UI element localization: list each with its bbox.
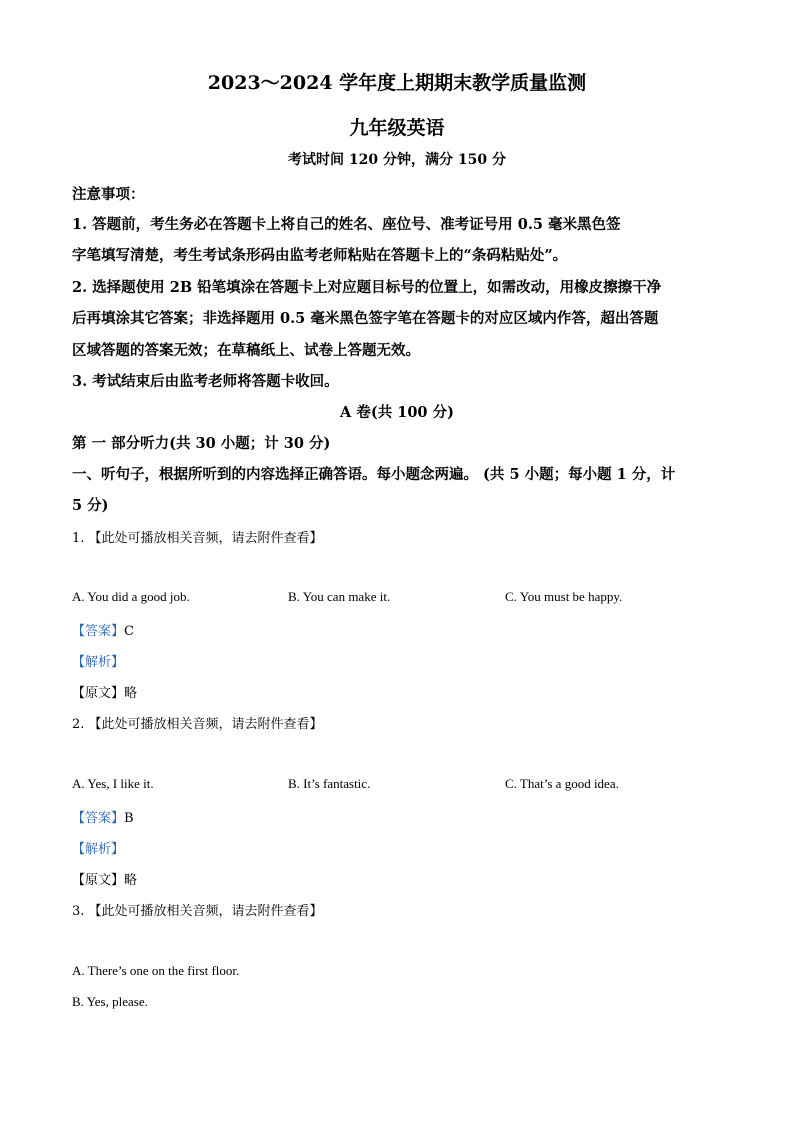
option-b: B. It’s fantastic. bbox=[288, 776, 371, 791]
answer-label: 【答案】 bbox=[72, 811, 125, 826]
notice-line: 后再填涂其它答案；非选择题用 0.5 毫米黑色签字笔在答题卡的对应区域内作答，超出答题 bbox=[72, 310, 659, 327]
notice-line: 1. 答题前，考生务必在答题卡上将自己的姓名、座位号、准考证号用 0.5 毫米黑色签 bbox=[72, 216, 621, 233]
notice-line: 区域答题的答案无效；在草稿纸上、试卷上答题无效。 bbox=[72, 342, 420, 359]
original-line bbox=[72, 869, 137, 888]
option-a: A. Yes, I like it. bbox=[72, 776, 154, 791]
question-prompt: 2. 【此处可播放相关音频，请去附件查看】 bbox=[72, 717, 323, 732]
notice-line: 3. 考试结束后由监考老师将答题卡收回。 bbox=[72, 373, 339, 390]
original-value: 略 bbox=[124, 873, 138, 888]
notice-line: 2. 选择题使用 2B 铅笔填涂在答题卡上对应题目标号的位置上，如需改动，用橡皮擦擦干净 bbox=[72, 279, 662, 296]
exam-subject: 九年级英语 bbox=[349, 117, 445, 139]
option-b: B. Yes, please. bbox=[72, 994, 148, 1009]
section-instruction-cont: 5 分) bbox=[72, 497, 109, 514]
question-prompt: 1. 【此处可播放相关音频，请去附件查看】 bbox=[72, 531, 323, 546]
answer-line bbox=[72, 807, 134, 826]
analysis-label: 【解析】 bbox=[72, 842, 125, 857]
answer-label: 【答案】 bbox=[72, 624, 125, 639]
answer-value: C bbox=[124, 624, 134, 639]
exam-title: 2023～2024 学年度上期期末教学质量监测 bbox=[207, 72, 587, 94]
original-label: 【原文】 bbox=[72, 873, 125, 888]
volume-heading: A 卷(共 100 分) bbox=[340, 404, 454, 421]
exam-info: 考试时间 120 分钟，满分 150 分 bbox=[288, 152, 506, 168]
notice-line: 字笔填写清楚，考生考试条形码由监考老师粘贴在答题卡上的“条码粘贴处”。 bbox=[72, 247, 568, 264]
analysis-label: 【解析】 bbox=[72, 655, 125, 670]
notice-heading: 注意事项： bbox=[72, 186, 145, 203]
original-value: 略 bbox=[124, 686, 138, 701]
section-instruction: 一、听句子，根据所听到的内容选择正确答语。每小题念两遍。 (共 5 小题；每小题 1 分，计 bbox=[72, 466, 676, 483]
option-b: B. You can make it. bbox=[288, 589, 391, 604]
question-prompt: 3. 【此处可播放相关音频，请去附件查看】 bbox=[72, 904, 323, 919]
part-heading: 第 一 部分听力(共 30 小题；计 30 分) bbox=[72, 435, 331, 452]
original-line bbox=[72, 682, 137, 701]
answer-value: B bbox=[124, 811, 134, 826]
option-c: C. You must be happy. bbox=[505, 589, 623, 604]
original-label: 【原文】 bbox=[72, 686, 125, 701]
option-a: A. There’s one on the first floor. bbox=[72, 963, 240, 978]
option-c: C. That’s a good idea. bbox=[505, 776, 619, 791]
answer-line bbox=[72, 620, 134, 639]
option-a: A. You did a good job. bbox=[72, 589, 190, 604]
